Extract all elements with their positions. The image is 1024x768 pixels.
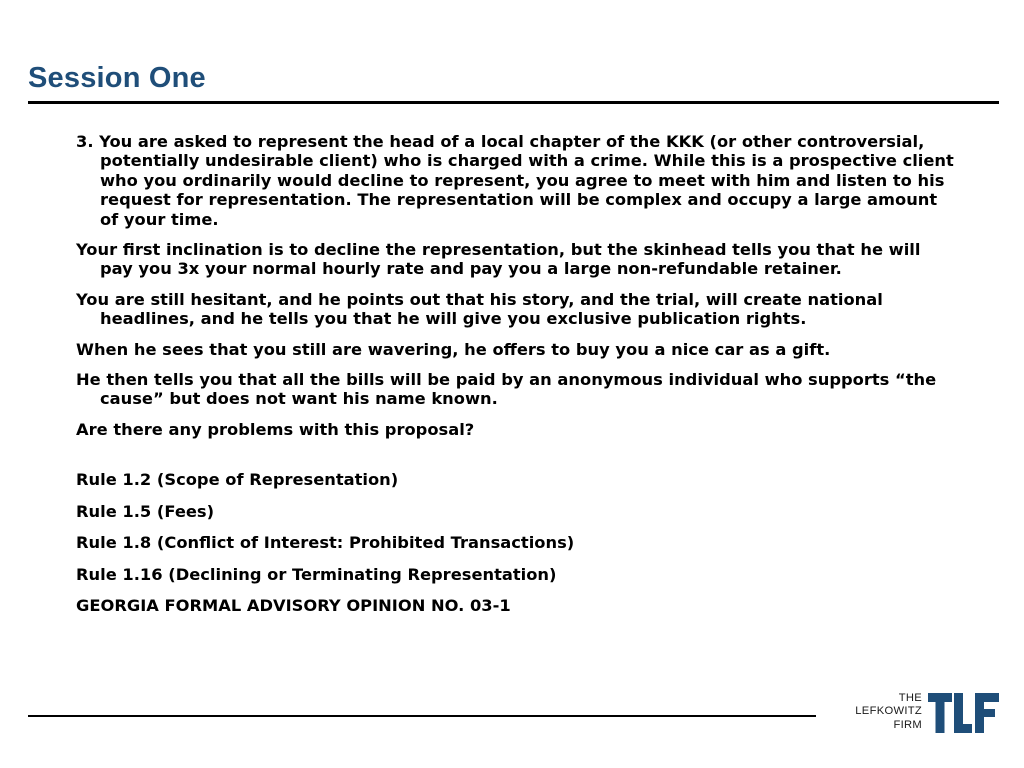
tlf-logo-mark-icon	[928, 693, 1000, 733]
rule-item: Rule 1.2 (Scope of Representation)	[76, 470, 399, 490]
slide-title: Session One	[28, 62, 206, 94]
advisory-opinion: GEORGIA FORMAL ADVISORY OPINION NO. 03-1	[76, 595, 511, 615]
rule-item: Rule 1.8 (Conflict of Interest: Prohibited Transactions)	[76, 533, 575, 553]
logo-wordmark	[855, 692, 922, 732]
rule-item: Rule 1.5 (Fees)	[76, 501, 215, 521]
logo-line-firm: FIRM	[893, 718, 922, 731]
logo-line-lefkowitz: LEFKOWITZ	[855, 705, 922, 718]
paragraph-question: Are there any problems with this proposal?	[76, 419, 475, 439]
paragraph-scenario: 3. You are asked to represent the head of a local chapter of the KKK (or other controversial, potentially undesirable client) who is charged with a crime. While this is a prospective client who you ordinarily would decline to represent, you agree to meet with him and listen to his request for representation. The representation will be complex and occupy a large amount of your time.	[76, 132, 954, 229]
firm-logo	[838, 692, 1000, 734]
paragraph-fee-offer: Your first inclination is to decline the representation, but the skinhead tells you that he will pay you 3x your normal hourly rate and pay you a large non-refundable retainer.	[76, 240, 921, 279]
paragraph-publication-rights: You are still hesitant, and he points out that his story, and the trial, will create national headlines, and he tells you that he will give you exclusive publication rights.	[76, 289, 883, 329]
paragraph-car-gift: When he sees that you still are wavering, he offers to buy you a nice car as a gift.	[76, 339, 831, 359]
logo-line-the: THE	[898, 692, 922, 704]
slide-body	[76, 132, 956, 627]
footer-divider	[28, 715, 816, 717]
title-divider	[28, 101, 999, 104]
paragraph-anonymous-payer: He then tells you that all the bills will be paid by an anonymous individual who supports “the cause” but does not want his name known.	[76, 370, 937, 409]
rule-item: Rule 1.16 (Declining or Terminating Representation)	[76, 564, 557, 584]
